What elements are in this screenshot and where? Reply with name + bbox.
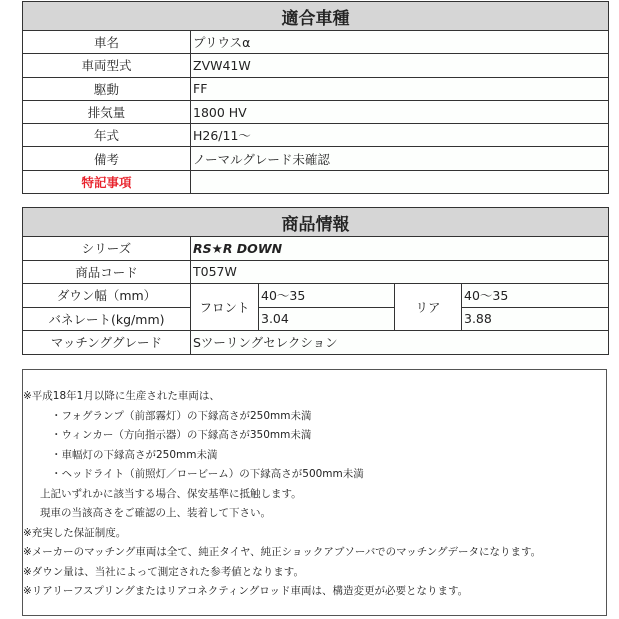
table-row <box>23 124 609 147</box>
note-line: ・フォグランプ（前部霧灯）の下縁高さが250mm未満 <box>51 410 312 422</box>
table-row <box>23 31 609 54</box>
note-line: ※平成18年1月以降に生産された車両は、 <box>23 390 220 402</box>
product-info-table <box>22 207 609 355</box>
row-value: H26/11～ <box>191 124 609 147</box>
matching-grade-label: マッチンググレード <box>23 331 191 355</box>
table-row <box>23 284 609 308</box>
row-label: 年式 <box>23 124 191 147</box>
front-down-value: 40～35 <box>259 284 395 308</box>
row-value: FF <box>191 77 609 100</box>
special-notes-value <box>191 170 609 193</box>
table-row <box>23 54 609 77</box>
vehicle-fitment-table <box>22 1 609 194</box>
note-line: ※メーカーのマッチング車両は全て、純正タイヤ、純正ショックアブソーバでのマッチングデータになります。 <box>23 546 542 558</box>
spring-rate-label: バネレート(kg/mm) <box>23 307 191 331</box>
row-label: 車名 <box>23 31 191 54</box>
row-label: 排気量 <box>23 100 191 123</box>
series-value: RS★R DOWN <box>191 237 609 261</box>
series-label: シリーズ <box>23 237 191 261</box>
front-label: フロント <box>191 284 259 331</box>
code-label: 商品コード <box>23 260 191 284</box>
table-row <box>23 331 609 355</box>
rear-label: リア <box>395 284 462 331</box>
special-notes-label: 特記事項 <box>23 170 191 193</box>
note-line: 上記いずれかに該当する場合、保安基準に抵触します。 <box>40 488 302 500</box>
table-row <box>23 77 609 100</box>
table-row <box>23 237 609 261</box>
note-line: ・車幅灯の下縁高さが250mm未満 <box>51 449 218 461</box>
vehicle-table-title: 適合車種 <box>23 2 609 31</box>
rear-down-value: 40～35 <box>462 284 609 308</box>
table-row <box>23 260 609 284</box>
row-label: 備考 <box>23 147 191 170</box>
row-value: ZVW41W <box>191 54 609 77</box>
row-value: プリウスα <box>191 31 609 54</box>
row-label: 駆動 <box>23 77 191 100</box>
front-rate-value: 3.04 <box>259 307 395 331</box>
code-value: T057W <box>191 260 609 284</box>
table-row <box>23 170 609 193</box>
table-row <box>23 147 609 170</box>
product-table-title: 商品情報 <box>23 208 609 237</box>
rear-rate-value: 3.88 <box>462 307 609 331</box>
table-row <box>23 307 609 331</box>
note-line: ・ヘッドライト（前照灯／ロービーム）の下縁高さが500mm未満 <box>51 468 364 480</box>
row-label: 車両型式 <box>23 54 191 77</box>
row-value: 1800 HV <box>191 100 609 123</box>
note-line: ※充実した保証制度。 <box>23 527 127 539</box>
note-line: ・ウィンカー（方向指示器）の下縁高さが350mm未満 <box>51 429 312 441</box>
row-value: ノーマルグレード未確認 <box>191 147 609 170</box>
table-row <box>23 100 609 123</box>
note-line: 現車の当該高さをご確認の上、装着して下さい。 <box>40 507 271 519</box>
note-line: ※リアリーフスプリングまたはリアコネクティングロッド車両は、構造変更が必要となります。 <box>23 585 469 597</box>
matching-grade-value: Sツーリングセレクション <box>191 331 609 355</box>
notes-box <box>22 369 607 616</box>
note-line: ※ダウン量は、当社によって測定された参考値となります。 <box>23 566 304 578</box>
down-width-label: ダウン幅（mm） <box>23 284 191 308</box>
